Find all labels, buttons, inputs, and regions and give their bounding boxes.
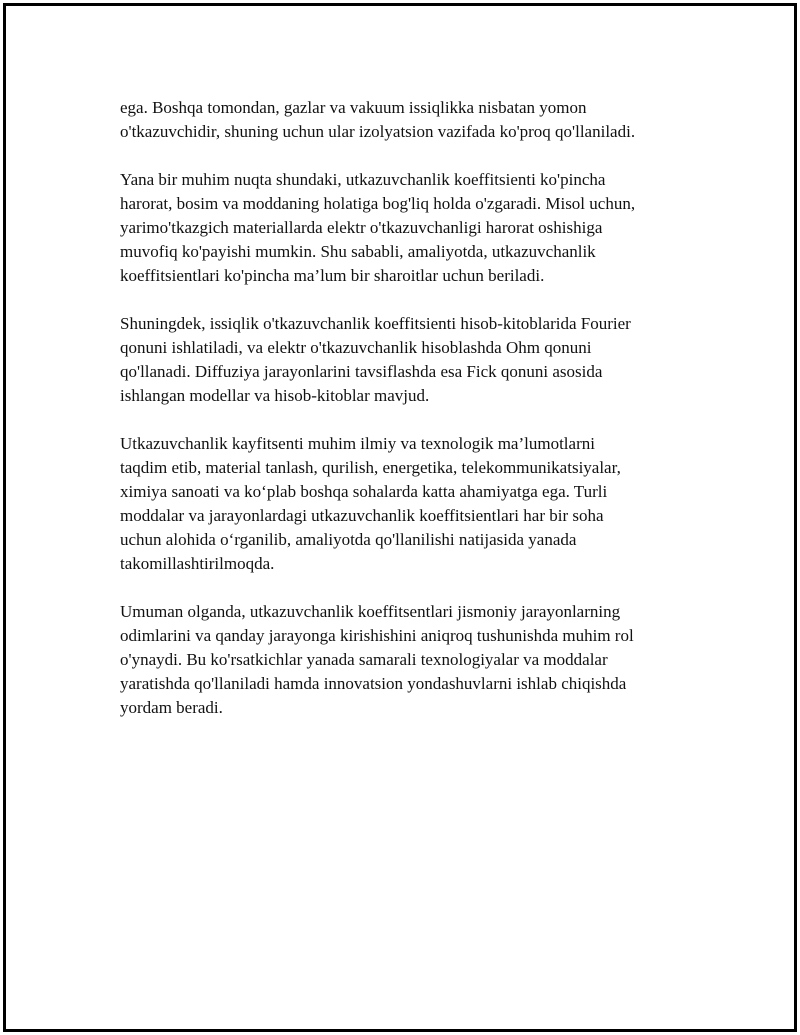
text-line: yordam beradi. — [120, 698, 223, 717]
text-line: muvofiq ko'payishi mumkin. Shu sababli, amaliyotda, utkazuvchanlik — [120, 242, 596, 261]
text-line: odimlarini va qanday jarayonga kirishishini aniqroq tushunishda muhim rol — [120, 626, 634, 645]
text-line: moddalar va jarayonlardagi utkazuvchanlik koeffitsientlari har bir soha — [120, 506, 604, 525]
text-line: yarimo'tkazgich materiallarda elektr o'tkazuvchanligi harorat oshishiga — [120, 218, 603, 237]
text-line: qo'llanadi. Diffuziya jarayonlarini tavsiflashda esa Fick qonuni asosida — [120, 362, 603, 381]
text-line: o'ynaydi. Bu ko'rsatkichlar yanada samarali texnologiyalar va moddalar — [120, 650, 608, 669]
document-page — [3, 3, 797, 1032]
text-line: uchun alohida o‘rganilib, amaliyotda qo'llanilishi natijasida yanada — [120, 530, 577, 549]
text-line: Utkazuvchanlik kayfitsenti muhim ilmiy va texnologik ma’lumotlarni — [120, 434, 595, 453]
text-line: qonuni ishlatiladi, va elektr o'tkazuvchanlik hisoblashda Ohm qonuni — [120, 338, 592, 357]
text-line: takomillashtirilmoqda. — [120, 554, 275, 573]
paragraph-2 — [120, 168, 690, 288]
paragraph-5 — [120, 600, 690, 720]
text-line: ximiya sanoati va ko‘plab boshqa sohalarda katta ahamiyatga ega. Turli — [120, 482, 608, 501]
text-line: o'tkazuvchidir, shuning uchun ular izolyatsion vazifada ko'proq qo'llaniladi. — [120, 122, 636, 141]
document-body — [120, 96, 690, 744]
text-line: yaratishda qo'llaniladi hamda innovatsion yondashuvlarni ishlab chiqishda — [120, 674, 627, 693]
paragraph-1 — [120, 96, 690, 144]
text-line: taqdim etib, material tanlash, qurilish, energetika, telekommunikatsiyalar, — [120, 458, 621, 477]
paragraph-3 — [120, 312, 690, 408]
text-line: harorat, bosim va moddaning holatiga bog'liq holda o'zgaradi. Misol uchun, — [120, 194, 636, 213]
paragraph-4 — [120, 432, 690, 576]
text-line: koeffitsientlari ko'pincha ma’lum bir sharoitlar uchun beriladi. — [120, 266, 545, 285]
text-line: Shuningdek, issiqlik o'tkazuvchanlik koeffitsienti hisob-kitoblarida Fourier — [120, 314, 631, 333]
text-line: Umuman olganda, utkazuvchanlik koeffitsentlari jismoniy jarayonlarning — [120, 602, 621, 621]
text-line: Yana bir muhim nuqta shundaki, utkazuvchanlik koeffitsienti ko'pincha — [120, 170, 606, 189]
text-line: ega. Boshqa tomondan, gazlar va vakuum issiqlikka nisbatan yomon — [120, 98, 587, 117]
text-line: ishlangan modellar va hisob-kitoblar mavjud. — [120, 386, 430, 405]
